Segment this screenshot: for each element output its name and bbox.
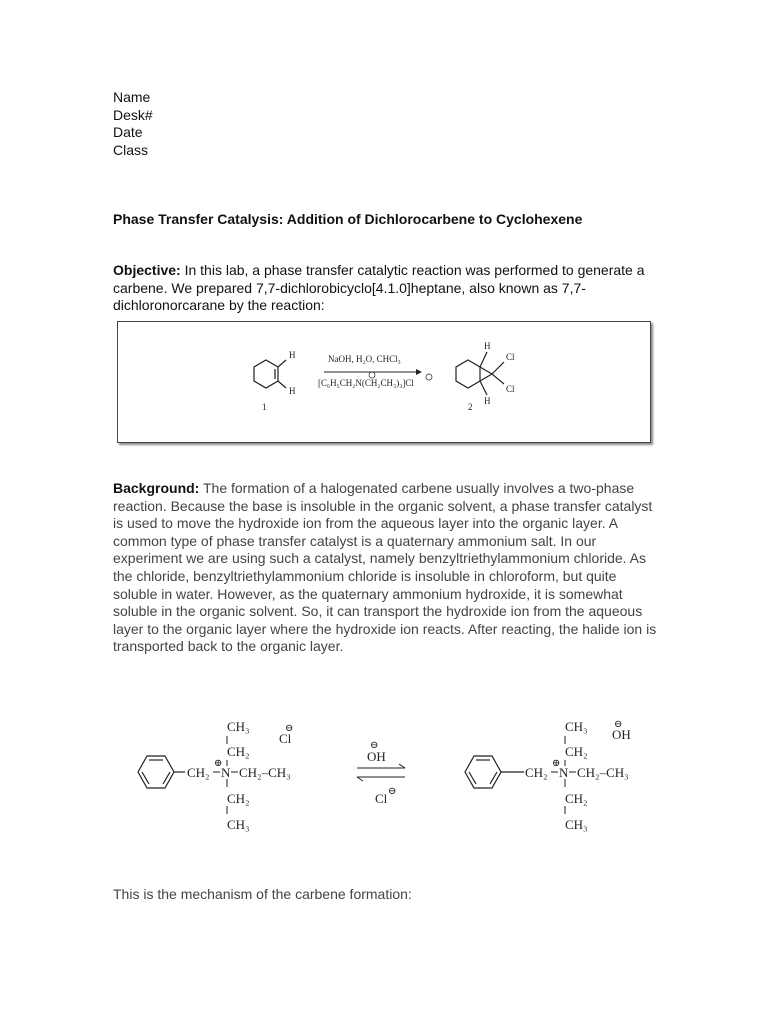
left-ch2-chain: CH₂ xyxy=(187,765,210,780)
desk-label: Desk# xyxy=(113,106,153,123)
header-fields xyxy=(113,89,153,159)
hydroxide-minus: ⊖ xyxy=(370,740,379,751)
right-hydroxide-minus: ⊖ xyxy=(614,719,623,730)
mechanism-intro: This is the mechanism of the carbene formation: xyxy=(113,886,412,902)
right-lower-ch2: CH₂ xyxy=(565,791,588,806)
left-chloride-anion: Cl xyxy=(279,731,292,746)
hydroxide-reagent: OH xyxy=(367,749,386,764)
catalyst-equilibrium xyxy=(117,710,662,840)
left-upper-ch2: CH₂ xyxy=(227,744,250,759)
right-lower-ch3: CH₃ xyxy=(565,817,588,832)
chloride-product: Cl xyxy=(375,791,388,806)
benzene-ring-right xyxy=(465,756,524,788)
background-label: Background: xyxy=(113,480,200,496)
compound-1-label: 1 xyxy=(262,402,267,412)
right-upper-ch3: CH₃ xyxy=(565,719,588,734)
right-right-chain: CH₂–CH₃ xyxy=(577,765,629,780)
right-ch2-chain: CH₂ xyxy=(525,765,548,780)
reagents-bottom: [C₆H₅CH₂N(CH₂CH₃)₃]Cl xyxy=(318,378,414,388)
background-paragraph xyxy=(113,480,658,656)
left-chloride-minus: ⊖ xyxy=(285,723,294,734)
name-label: Name xyxy=(113,89,151,105)
cl-label-1: Cl xyxy=(506,352,515,362)
reaction-scheme-box xyxy=(117,321,651,443)
left-lower-ch3: CH₃ xyxy=(227,817,250,832)
left-nitrogen: N xyxy=(221,765,231,780)
reverse-arrowhead xyxy=(357,777,363,781)
objective-label: Objective: xyxy=(113,262,181,278)
catalyst-equilibrium-scheme xyxy=(117,710,662,840)
left-lower-ch2: CH₂ xyxy=(227,791,250,806)
left-right-chain: CH₂–CH₃ xyxy=(239,765,291,780)
chloride-product-minus: ⊖ xyxy=(388,786,397,797)
right-nitrogen: N xyxy=(559,765,569,780)
left-plus-charge: ⊕ xyxy=(214,758,223,769)
left-upper-ch3: CH₃ xyxy=(227,719,250,734)
catalyst-minus-charge xyxy=(426,374,432,380)
dichloronorcarane-structure xyxy=(456,352,504,395)
objective-paragraph xyxy=(113,262,658,315)
class-label: Class xyxy=(113,141,149,158)
objective-text: In this lab, a phase transfer catalytic reaction was performed to generate a carbene. We prepared 7,7-dichlorobicyclo[4.1.0]heptane, also known as 7,7-dichloronorcarane by the reaction: xyxy=(113,262,645,313)
h-label-1: H xyxy=(289,350,296,360)
forward-arrowhead xyxy=(399,764,405,768)
right-hydroxide-anion: OH xyxy=(612,727,631,742)
cyclohexene-structure xyxy=(254,360,286,388)
background-text: The formation of a halogenated carbene usually involves a two-phase reaction. Because the base is insoluble in the organic solvent, a phase transfer catalyst is used to move the hydroxide ion from the aqueous layer into the organic layer. A common type of phase transfer catalyst is a quaternary ammonium salt. In our experiment we are using such a catalyst, namely benzyltriethylammonium chloride. As the chloride, benzyltriethylammonium chloride is insoluble in chloroform, but quite soluble in water. However, as the quaternary ammonium hydroxide, it is somewhat soluble in the organic solvent. So, it can transport the hydroxide ion from the aqueous layer to the organic layer where the hydroxide ion reacts. After reacting, the halide ion is transported back to the organic layer. xyxy=(113,480,657,655)
right-upper-ch2: CH₂ xyxy=(565,744,588,759)
benzene-ring-left xyxy=(138,756,185,788)
compound-2-label: 2 xyxy=(468,402,473,412)
reaction-scheme xyxy=(118,322,650,442)
h-label-2: H xyxy=(289,386,296,396)
reaction-arrowhead xyxy=(416,369,422,375)
reagents-top: NaOH, H₂O, CHCl₃ xyxy=(328,354,401,364)
h-label-3: H xyxy=(484,341,491,351)
right-plus-charge: ⊕ xyxy=(552,758,561,769)
page-title: Phase Transfer Catalysis: Addition of Dichlorocarbene to Cyclohexene xyxy=(113,211,583,227)
h-label-4: H xyxy=(484,396,491,406)
date-label: Date xyxy=(113,124,143,140)
cl-label-2: Cl xyxy=(506,384,515,394)
